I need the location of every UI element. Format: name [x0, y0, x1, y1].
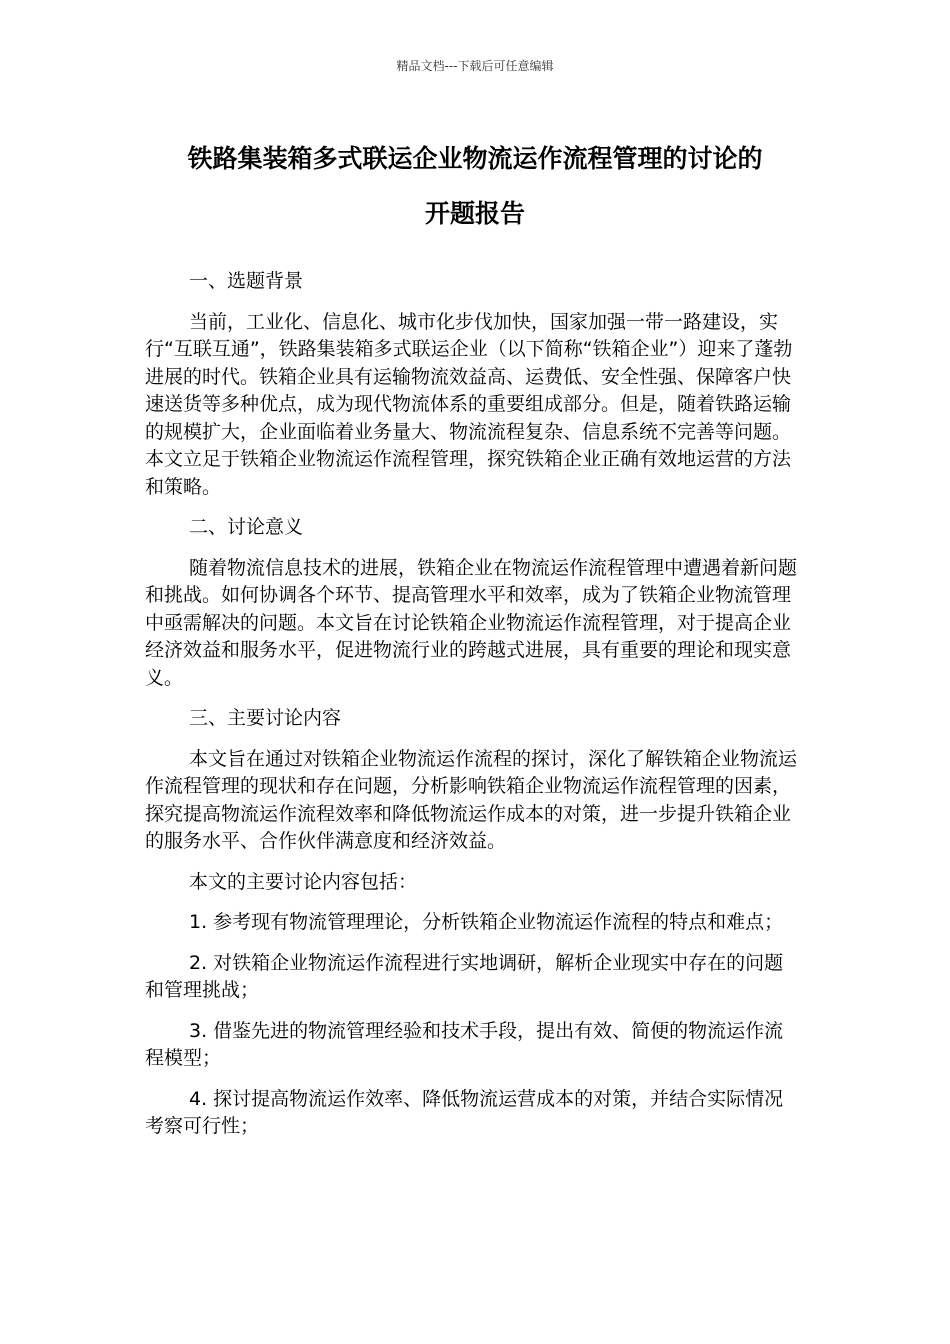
list-item: 1. 参考现有物流管理理论，分析铁箱企业物流运作流程的特点和难点；: [189, 911, 784, 933]
section-paragraph-background: 当前，工业化、信息化、城市化步伐加快，国家加强一带一路建设，实行“互联互通”，铁路集装箱多式联运企业（以下简称“铁箱企业”）迎来了蓬勃进展的时代。铁箱企业具有运输物流效益高、运费低、安全性强、保障客户快速送货等多种优点，成为现代物流体系的重要组成部分。但是，随着铁路运输的规模扩大，企业面临着业务量大、物流流程复杂、信息系统不完善等问题。本文立足于铁箱企业物流运作流程管理，探究铁箱企业正确有效地运营的方法和策略。: [145, 310, 793, 498]
list-item: 4. 探讨提高物流运作效率、降低物流运营成本的对策，并结合实际情况考察可行性；: [145, 1087, 784, 1137]
list-item: 2. 对铁箱企业物流运作流程进行实地调研，解析企业现实中存在的问题和管理挑战；: [145, 951, 784, 1001]
document-title-line-2: 开题报告: [424, 199, 525, 228]
section-heading-main-content: 三、主要讨论内容: [189, 707, 342, 729]
page-header-note: 精品文档---下载后可任意编辑: [396, 59, 554, 73]
document-body: [145, 268, 800, 1154]
document-title-line-1: 铁路集装箱多式联运企业物流运作流程管理的讨论的: [187, 144, 763, 173]
section-paragraph-main-content: 本文旨在通过对铁箱企业物流运作流程的探讨，深化了解铁箱企业物流运作流程管理的现状和存在问题，分析影响铁箱企业物流运作流程管理的因素，探究提高物流运作流程效率和降低物流运作成本的对策，进一步提升铁箱企业的服务水平、合作伙伴满意度和经济效益。: [145, 747, 798, 852]
list-item: 3. 借鉴先进的物流管理经验和技术手段，提出有效、简便的物流运作流程模型；: [145, 1019, 784, 1069]
section-paragraph-significance: 随着物流信息技术的进展，铁箱企业在物流运作流程管理中遭遇着新问题和挑战。如何协调各个环节、提高管理水平和效率，成为了铁箱企业物流管理中亟需解决的问题。本文旨在讨论铁箱企业物流运作流程管理，对于提高企业经济效益和服务水平，促进物流行业的跨越式进展，具有重要的理论和现实意义。: [145, 556, 798, 689]
section-heading-significance: 二、讨论意义: [189, 516, 304, 538]
section-heading-background: 一、选题背景: [189, 270, 304, 292]
section-paragraph-content-intro: 本文的主要讨论内容包括：: [189, 870, 418, 893]
